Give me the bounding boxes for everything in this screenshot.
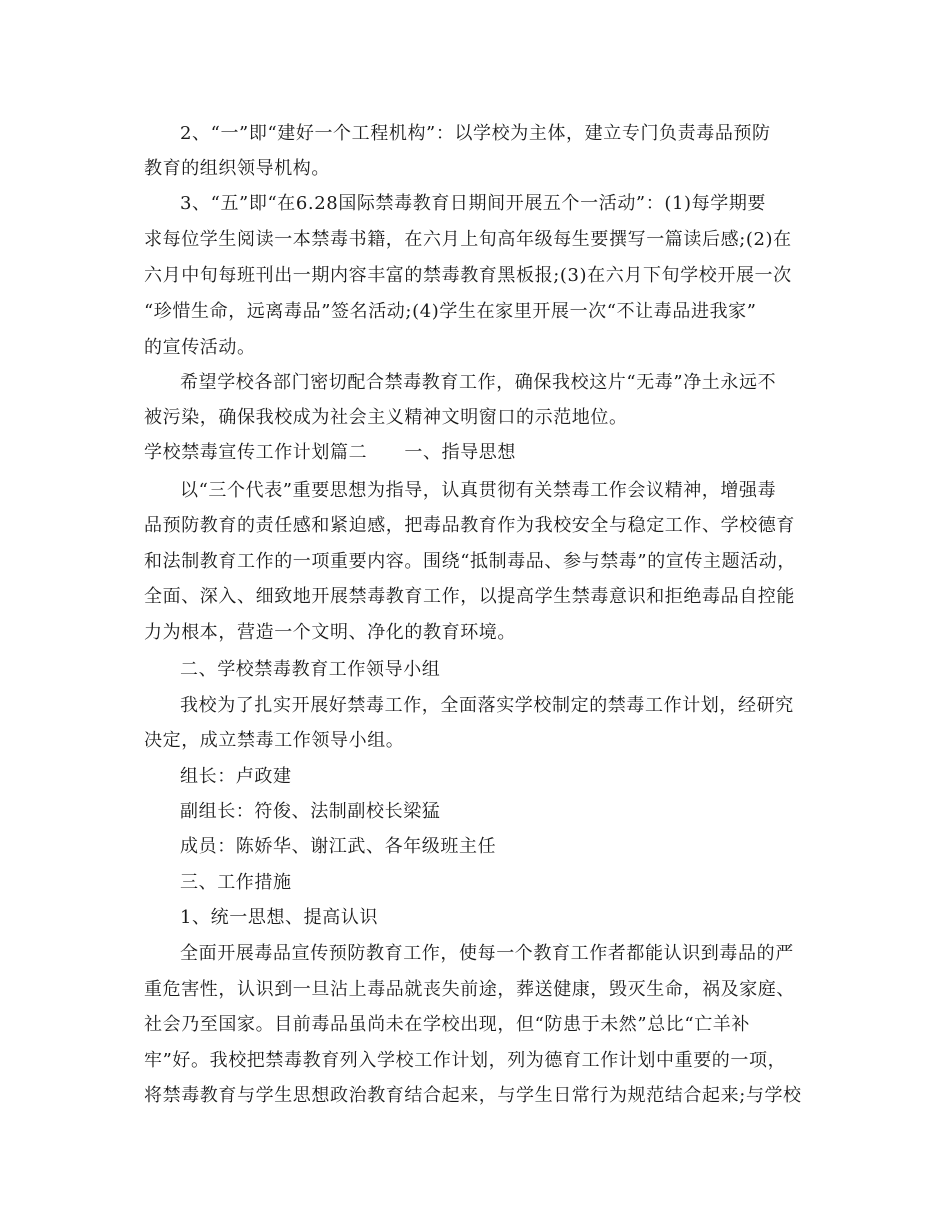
text-line: 希望学校各部门密切配合禁毒教育工作，确保我校这片“无毒”净土永远不 xyxy=(180,372,777,393)
section-heading: 学校禁毒宣传工作计划篇二 一、指导思想 xyxy=(144,442,516,463)
text-line: 3、“五”即“在6.28国际禁毒教育日期间开展五个一活动”：(1)每学期要 xyxy=(180,193,767,214)
text-line: 教育的组织领导机构。 xyxy=(144,158,330,179)
text-line: 牢”好。我校把禁毒教育列入学校工作计划，列为德育工作计划中重要的一项， xyxy=(144,1050,787,1071)
text-line: “珍惜生命，远离毒品”签名活动;(4)学生在家里开展一次“不让毒品进我家” xyxy=(144,301,757,322)
text-line: 将禁毒教育与学生思想政治教育结合起来，与学生日常行为规范结合起来;与学校 xyxy=(144,1085,802,1106)
text-line: 组长：卢政建 xyxy=(180,766,292,787)
text-line: 重危害性，认识到一旦沾上毒品就丧失前途，葬送健康，毁灭生命，祸及家庭、 xyxy=(144,979,795,1000)
text-line: 副组长：符俊、法制副校长梁猛 xyxy=(180,801,441,822)
text-line: 六月中旬每班刊出一期内容丰富的禁毒教育黑板报;(3)在六月下旬学校开展一次 xyxy=(144,265,792,286)
text-line: 被污染，确保我校成为社会主义精神文明窗口的示范地位。 xyxy=(144,407,628,428)
text-line: 社会乃至国家。目前毒品虽尚未在学校出现，但“防患于未然”总比“亡羊补 xyxy=(144,1014,751,1035)
text-line: 和法制教育工作的一项重要内容。围绕“抵制毒品、参与禁毒”的宣传主题活动， xyxy=(144,551,797,572)
text-line: 全面、深入、细致地开展禁毒教育工作，以提高学生禁毒意识和拒绝毒品自控能 xyxy=(144,586,795,607)
subsection-heading: 1、统一思想、提高认识 xyxy=(180,907,379,928)
section-heading: 三、工作措施 xyxy=(180,872,292,893)
text-line: 2、“一”即“建好一个工程机构”：以学校为主体，建立专门负责毒品预防 xyxy=(180,123,771,144)
text-line: 品预防教育的责任感和紧迫感，把毒品教育作为我校安全与稳定工作、学校德育 xyxy=(144,515,795,536)
text-line: 的宣传活动。 xyxy=(144,337,256,358)
section-heading: 二、学校禁毒教育工作领导小组 xyxy=(180,659,441,680)
text-line: 我校为了扎实开展好禁毒工作，全面落实学校制定的禁毒工作计划，经研究 xyxy=(180,695,794,716)
text-line: 全面开展毒品宣传预防教育工作，使每一个教育工作者都能认识到毒品的严 xyxy=(180,943,794,964)
text-line: 力为根本，营造一个文明、净化的教育环境。 xyxy=(144,622,516,643)
text-line: 决定，成立禁毒工作领导小组。 xyxy=(144,730,405,751)
text-line: 成员：陈娇华、谢江武、各年级班主任 xyxy=(180,836,497,857)
text-line: 求每位学生阅读一本禁毒书籍，在六月上旬高年级每生要撰写一篇读后感;(2)在 xyxy=(144,229,792,250)
text-line: 以“三个代表”重要思想为指导，认真贯彻有关禁毒工作会议精神，增强毒 xyxy=(180,480,777,501)
